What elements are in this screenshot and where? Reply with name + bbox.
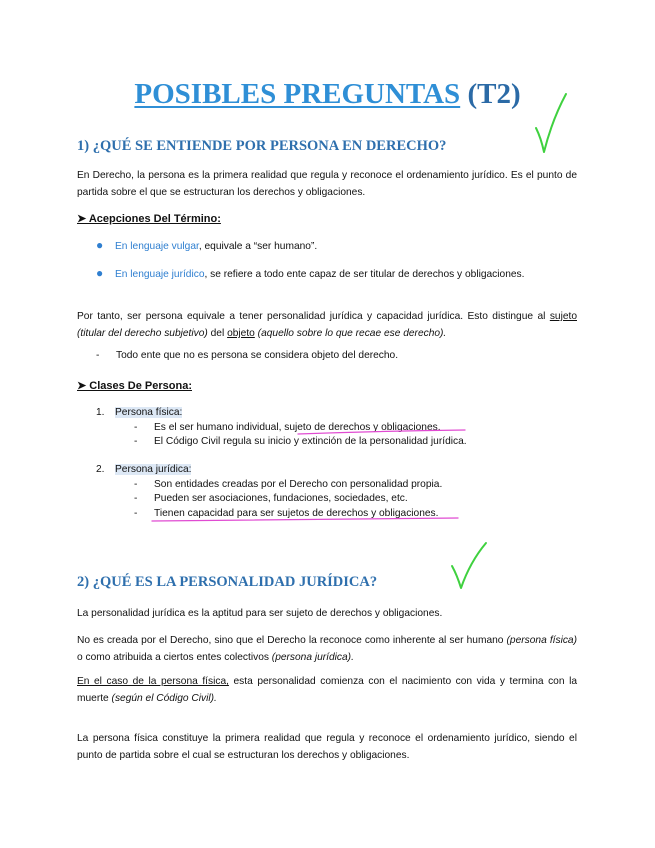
title-main: POSIBLES PREGUNTAS [134,78,461,110]
objeto-dash-text: Todo ente que no es persona se considera objeto del derecho. [116,350,399,361]
clases-heading: ➤ Clases De Persona: [77,380,192,392]
persona-juridica-item [134,508,438,519]
persona-juridica-item-text: Tienen capacidad para ser sujetos de derechos y obligaciones. [154,508,439,519]
persona-juridica-item-text: Pueden ser asociaciones, fundaciones, sociedades, etc. [154,493,408,504]
por-tanto-paragraph [77,308,577,342]
q2-p2-text: o como atribuida a ciertos entes colectivos [77,652,272,663]
q2-paragraph-4: La persona física constituye la primera realidad que regula y reconoce el ordenamiento jurídico, siendo el punto de partida sobre el cual se estructuran los derechos y obligaciones. [77,733,577,761]
persona-fisica-item [134,422,441,433]
clase-label: Persona jurídica: [115,464,192,475]
list-number: 1. [96,407,105,418]
check-mark-icon [452,543,486,588]
acepcion-item-juridico [96,266,524,280]
q2-p2-note: (persona física) [506,635,577,646]
sujeto-word: sujeto [549,311,577,322]
page-title [0,78,655,111]
acepcion-item-vulgar [96,238,317,252]
q2-paragraph-3 [77,673,577,707]
q2-p2-note: (persona jurídica). [271,652,354,663]
clase-label: Persona física: [115,407,183,418]
acepcion-text: , equivale a “ser humano”. [198,241,318,252]
objeto-note: (aquello sobre lo que recae ese derecho). [254,328,447,339]
dash-marker: - [134,508,138,519]
clase-persona-fisica [96,407,182,418]
persona-fisica-item [134,436,467,447]
question-2-heading: 2) ¿QUÉ ES LA PERSONALIDAD JURÍDICA? [77,574,378,590]
q2-p3-lead: En el caso de la persona física, [77,676,229,687]
del-word: del [207,328,228,339]
dash-marker: - [134,493,138,504]
q1-intro-paragraph: En Derecho, la persona es la primera realidad que regula y reconoce el ordenamiento jurídico. Es el punto de partida sobre el que se estructuran los derechos y obligaciones. [77,170,577,198]
por-tanto-text: Por tanto, ser persona equivale a tener personalidad jurídica y capacidad jurídica. Esto distingue al [77,311,550,322]
list-number: 2. [96,464,105,475]
dash-marker: - [134,479,138,490]
bullet-dot-icon: ● [96,266,104,280]
q2-p2-text: No es creada por el Derecho, sino que el Derecho la reconoce como inherente al ser humano [77,635,507,646]
acepcion-text: , se refiere a todo ente capaz de ser titular de derechos y obligaciones. [204,269,525,280]
dash-marker: - [134,422,138,433]
acepciones-heading: ➤ Acepciones Del Término: [77,213,221,225]
persona-fisica-item-text: El Código Civil regula su inicio y extinción de la personalidad jurídica. [154,436,467,447]
acepcion-term: En lenguaje jurídico [115,269,205,280]
sujeto-note: (titular del derecho subjetivo) [77,328,208,339]
objeto-dash-item [96,350,398,361]
persona-juridica-item [134,479,442,490]
title-sub: (T2) [467,78,521,110]
dash-marker: - [96,350,100,361]
question-1-heading: 1) ¿QUÉ SE ENTIENDE POR PERSONA EN DERECHO? [77,138,447,154]
persona-fisica-item-text: Es el ser humano individual, sujeto de derechos y obligaciones. [154,422,441,433]
dash-marker: - [134,436,138,447]
bullet-dot-icon: ● [96,238,104,252]
persona-juridica-item [134,493,408,504]
q2-p3-text: esta personalidad comienza con el nacimiento con vida y termina con la muerte [77,676,577,704]
q2-paragraph-1: La personalidad jurídica es la aptitud para ser sujeto de derechos y obligaciones. [77,608,443,619]
q2-paragraph-2 [77,632,577,666]
acepcion-term: En lenguaje vulgar [115,241,199,252]
q2-p3-note: (según el Código Civil). [111,693,217,704]
objeto-word: objeto [227,328,255,339]
clase-persona-juridica [96,464,191,475]
persona-juridica-item-text: Son entidades creadas por el Derecho con personalidad propia. [154,479,443,490]
